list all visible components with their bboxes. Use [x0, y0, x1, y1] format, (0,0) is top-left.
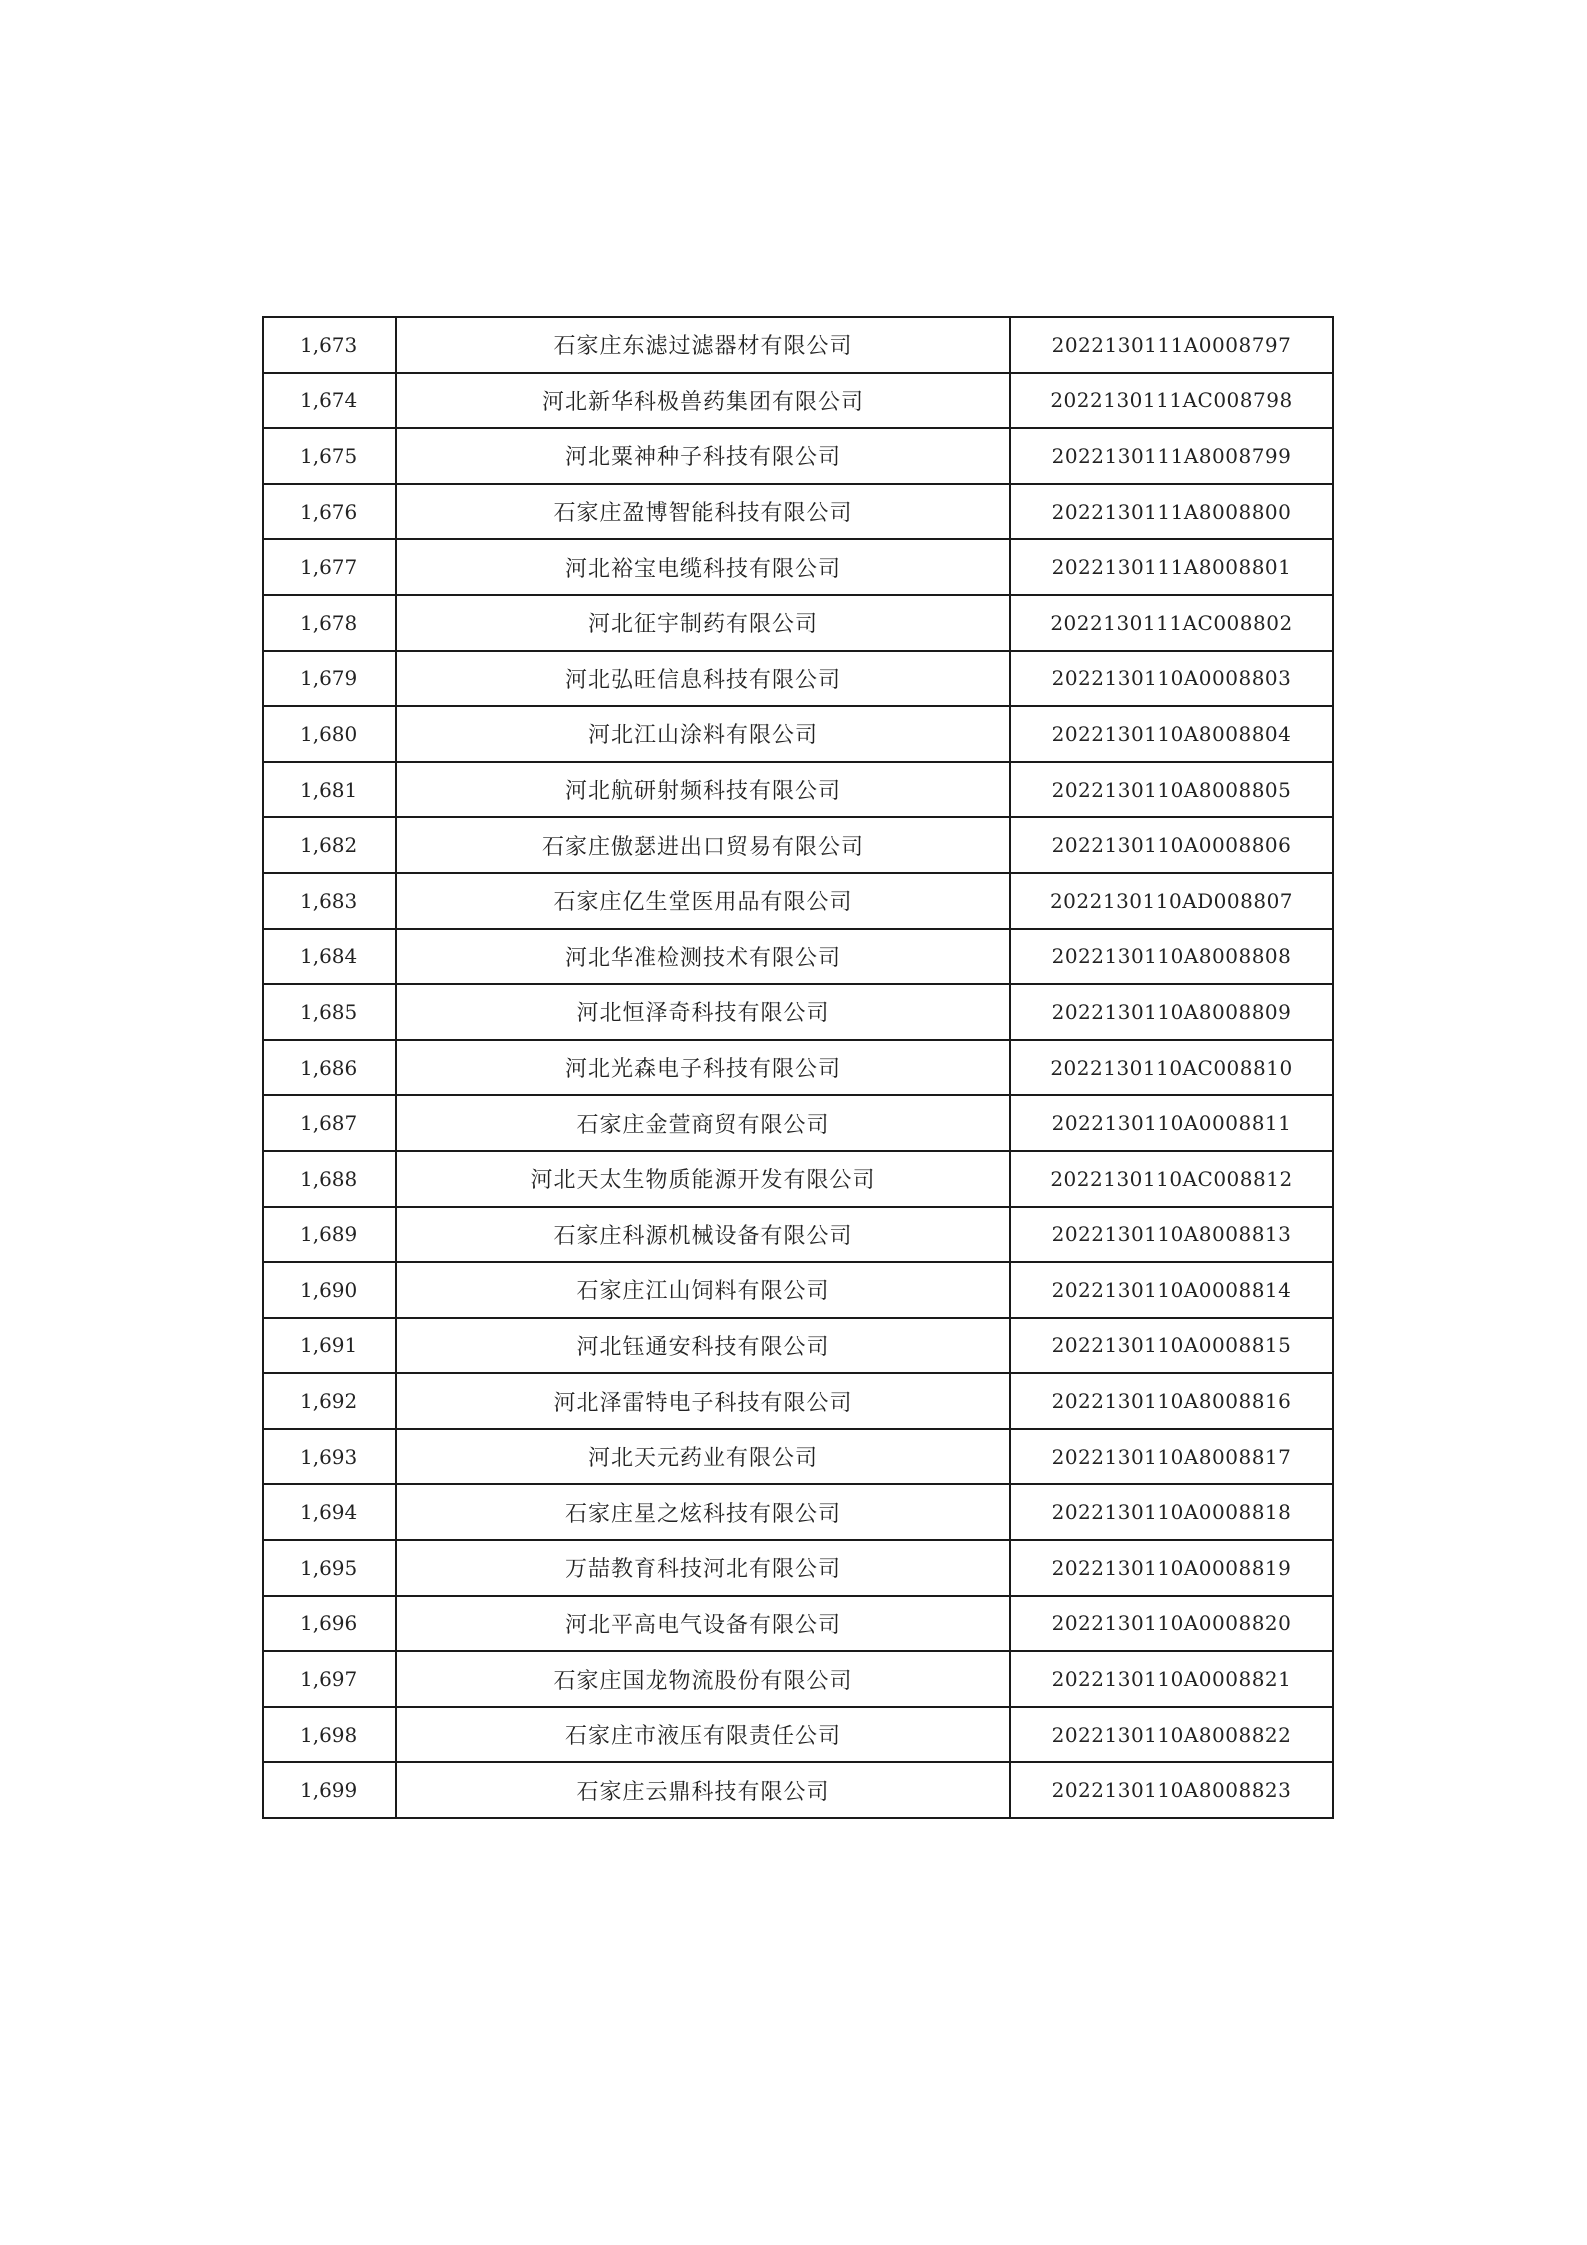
company-name-cell: 石家庄市液压有限责任公司 [396, 1707, 1010, 1763]
row-index-cell: 1,677 [263, 539, 396, 595]
row-index-cell: 1,696 [263, 1596, 396, 1652]
company-name-cell: 河北平高电气设备有限公司 [396, 1596, 1010, 1652]
table-row [263, 539, 1333, 595]
registration-code-cell: 2022130110A0008815 [1010, 1318, 1333, 1374]
registration-code-cell: 2022130110AC008812 [1010, 1151, 1333, 1207]
registration-code-cell: 2022130110A0008806 [1010, 817, 1333, 873]
row-index-cell: 1,691 [263, 1318, 396, 1374]
table-row [263, 1651, 1333, 1707]
company-name-cell: 石家庄云鼎科技有限公司 [396, 1762, 1010, 1818]
row-index-cell: 1,687 [263, 1095, 396, 1151]
company-registry-table [262, 316, 1334, 1819]
row-index-cell: 1,697 [263, 1651, 396, 1707]
row-index-cell: 1,681 [263, 762, 396, 818]
table-row [263, 1596, 1333, 1652]
row-index-cell: 1,682 [263, 817, 396, 873]
registration-code-cell: 2022130111AC008802 [1010, 595, 1333, 651]
registration-code-cell: 2022130111A8008799 [1010, 428, 1333, 484]
registration-code-cell: 2022130111A0008797 [1010, 317, 1333, 373]
row-index-cell: 1,685 [263, 984, 396, 1040]
table-row [263, 595, 1333, 651]
company-name-cell: 河北华准检测技术有限公司 [396, 929, 1010, 985]
table-row [263, 1040, 1333, 1096]
row-index-cell: 1,675 [263, 428, 396, 484]
document-page [262, 316, 1332, 1819]
row-index-cell: 1,689 [263, 1207, 396, 1263]
table-row [263, 1095, 1333, 1151]
company-name-cell: 河北恒泽奇科技有限公司 [396, 984, 1010, 1040]
table-row [263, 1429, 1333, 1485]
company-name-cell: 河北天太生物质能源开发有限公司 [396, 1151, 1010, 1207]
row-index-cell: 1,699 [263, 1762, 396, 1818]
registration-code-cell: 2022130110A8008808 [1010, 929, 1333, 985]
table-row [263, 873, 1333, 929]
registration-code-cell: 2022130110A8008816 [1010, 1373, 1333, 1429]
table-row [263, 762, 1333, 818]
row-index-cell: 1,674 [263, 373, 396, 429]
row-index-cell: 1,690 [263, 1262, 396, 1318]
table-row [263, 484, 1333, 540]
company-name-cell: 石家庄亿生堂医用品有限公司 [396, 873, 1010, 929]
registration-code-cell: 2022130110AC008810 [1010, 1040, 1333, 1096]
table-row [263, 1762, 1333, 1818]
registration-code-cell: 2022130110A8008822 [1010, 1707, 1333, 1763]
table-row [263, 706, 1333, 762]
company-name-cell: 河北天元药业有限公司 [396, 1429, 1010, 1485]
registration-code-cell: 2022130110A8008823 [1010, 1762, 1333, 1818]
registration-code-cell: 2022130110A0008814 [1010, 1262, 1333, 1318]
company-name-cell: 河北钰通安科技有限公司 [396, 1318, 1010, 1374]
company-name-cell: 石家庄星之炫科技有限公司 [396, 1484, 1010, 1540]
company-name-cell: 河北光森电子科技有限公司 [396, 1040, 1010, 1096]
company-name-cell: 河北新华科极兽药集团有限公司 [396, 373, 1010, 429]
row-index-cell: 1,688 [263, 1151, 396, 1207]
registration-code-cell: 2022130110A0008819 [1010, 1540, 1333, 1596]
registration-code-cell: 2022130110A0008818 [1010, 1484, 1333, 1540]
table-row [263, 1262, 1333, 1318]
table-row [263, 929, 1333, 985]
row-index-cell: 1,693 [263, 1429, 396, 1485]
registration-code-cell: 2022130111AC008798 [1010, 373, 1333, 429]
registration-code-cell: 2022130111A8008800 [1010, 484, 1333, 540]
company-name-cell: 石家庄金萱商贸有限公司 [396, 1095, 1010, 1151]
company-name-cell: 万喆教育科技河北有限公司 [396, 1540, 1010, 1596]
table-row [263, 651, 1333, 707]
registration-code-cell: 2022130110AD008807 [1010, 873, 1333, 929]
row-index-cell: 1,676 [263, 484, 396, 540]
table-row [263, 428, 1333, 484]
registration-code-cell: 2022130110A8008809 [1010, 984, 1333, 1040]
row-index-cell: 1,679 [263, 651, 396, 707]
table-body [263, 317, 1333, 1818]
registration-code-cell: 2022130110A0008811 [1010, 1095, 1333, 1151]
registration-code-cell: 2022130110A0008820 [1010, 1596, 1333, 1652]
table-row [263, 984, 1333, 1040]
registration-code-cell: 2022130110A0008821 [1010, 1651, 1333, 1707]
registration-code-cell: 2022130110A8008805 [1010, 762, 1333, 818]
row-index-cell: 1,673 [263, 317, 396, 373]
company-name-cell: 河北裕宝电缆科技有限公司 [396, 539, 1010, 595]
company-name-cell: 石家庄东滤过滤器材有限公司 [396, 317, 1010, 373]
table-row [263, 1707, 1333, 1763]
row-index-cell: 1,684 [263, 929, 396, 985]
company-name-cell: 河北粟神种子科技有限公司 [396, 428, 1010, 484]
registration-code-cell: 2022130110A8008804 [1010, 706, 1333, 762]
row-index-cell: 1,698 [263, 1707, 396, 1763]
row-index-cell: 1,692 [263, 1373, 396, 1429]
company-name-cell: 石家庄国龙物流股份有限公司 [396, 1651, 1010, 1707]
company-name-cell: 石家庄江山饲料有限公司 [396, 1262, 1010, 1318]
table-row [263, 1373, 1333, 1429]
table-row [263, 1151, 1333, 1207]
company-name-cell: 石家庄傲瑟进出口贸易有限公司 [396, 817, 1010, 873]
table-row [263, 373, 1333, 429]
company-name-cell: 石家庄科源机械设备有限公司 [396, 1207, 1010, 1263]
company-name-cell: 河北征宇制药有限公司 [396, 595, 1010, 651]
table-row [263, 817, 1333, 873]
table-row [263, 1484, 1333, 1540]
company-name-cell: 河北江山涂料有限公司 [396, 706, 1010, 762]
registration-code-cell: 2022130110A8008813 [1010, 1207, 1333, 1263]
company-name-cell: 河北弘旺信息科技有限公司 [396, 651, 1010, 707]
row-index-cell: 1,694 [263, 1484, 396, 1540]
table-row [263, 1318, 1333, 1374]
table-row [263, 1207, 1333, 1263]
row-index-cell: 1,678 [263, 595, 396, 651]
table-row [263, 317, 1333, 373]
row-index-cell: 1,683 [263, 873, 396, 929]
company-name-cell: 河北泽雷特电子科技有限公司 [396, 1373, 1010, 1429]
row-index-cell: 1,680 [263, 706, 396, 762]
company-name-cell: 河北航研射频科技有限公司 [396, 762, 1010, 818]
row-index-cell: 1,695 [263, 1540, 396, 1596]
registration-code-cell: 2022130111A8008801 [1010, 539, 1333, 595]
registration-code-cell: 2022130110A8008817 [1010, 1429, 1333, 1485]
table-row [263, 1540, 1333, 1596]
row-index-cell: 1,686 [263, 1040, 396, 1096]
company-name-cell: 石家庄盈博智能科技有限公司 [396, 484, 1010, 540]
registration-code-cell: 2022130110A0008803 [1010, 651, 1333, 707]
